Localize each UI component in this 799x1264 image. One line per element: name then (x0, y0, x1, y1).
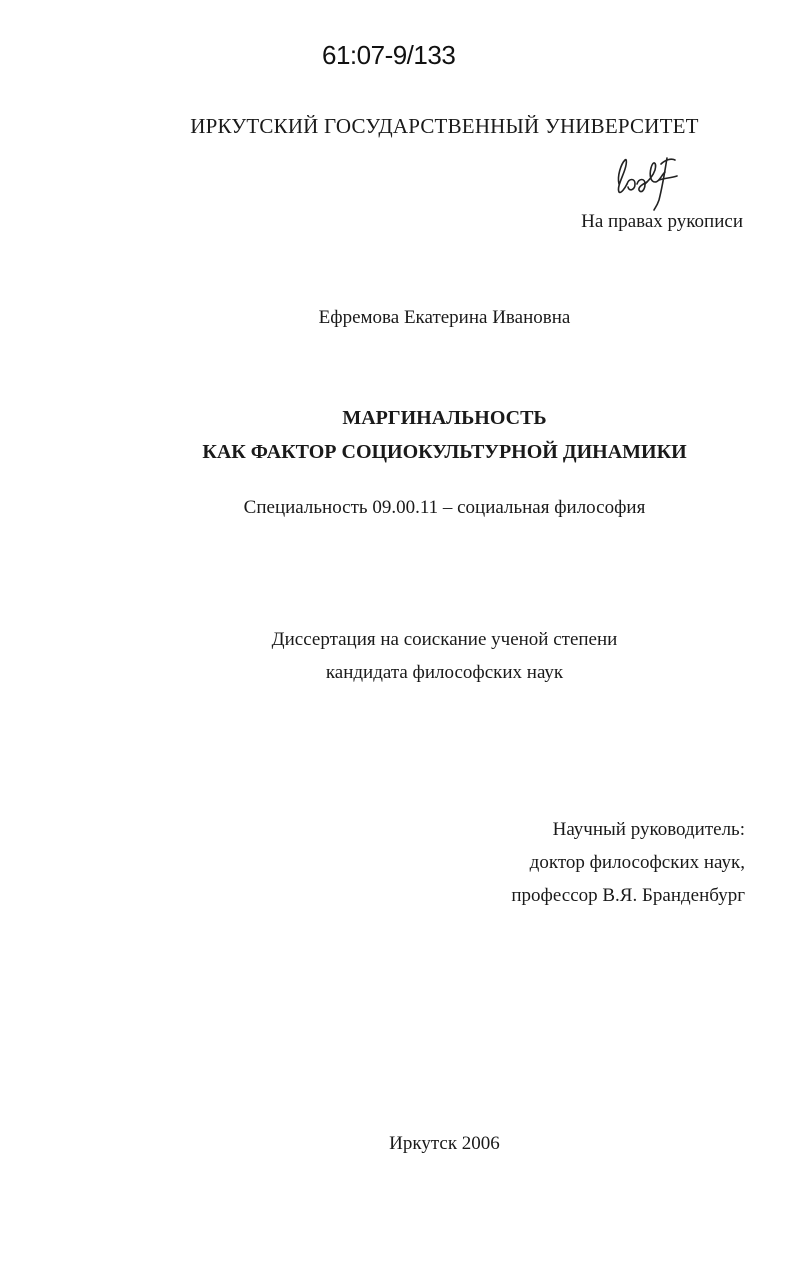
call-number: 61:07-9/133 (322, 40, 456, 70)
specialty: Специальность 09.00.11 – социальная философия (243, 497, 646, 518)
place-and-year: Иркутск 2006 (389, 1133, 500, 1154)
advisor-line-3: профессор В.Я. Бранденбург (511, 885, 745, 906)
university-name: ИРКУТСКИЙ ГОСУДАРСТВЕННЫЙ УНИВЕРСИТЕТ (190, 114, 699, 138)
handwritten-signature-icon (605, 150, 685, 212)
advisor-line-1: Научный руководитель: (552, 819, 745, 840)
title-line-1: МАРГИНАЛЬНОСТЬ (342, 407, 547, 429)
degree-statement (0, 623, 799, 689)
scientific-advisor (511, 813, 745, 912)
manuscript-note: На правах рукописи (581, 211, 743, 232)
title-line-2: КАК ФАКТОР СОЦИОКУЛЬТУРНОЙ ДИНАМИКИ (202, 441, 687, 463)
degree-line-2: кандидата философских наук (325, 662, 564, 683)
author-name: Ефремова Екатерина Ивановна (318, 307, 571, 328)
dissertation-title (0, 401, 799, 469)
degree-line-1: Диссертация на соискание ученой степени (271, 629, 618, 650)
advisor-line-2: доктор философских наук, (529, 852, 745, 873)
